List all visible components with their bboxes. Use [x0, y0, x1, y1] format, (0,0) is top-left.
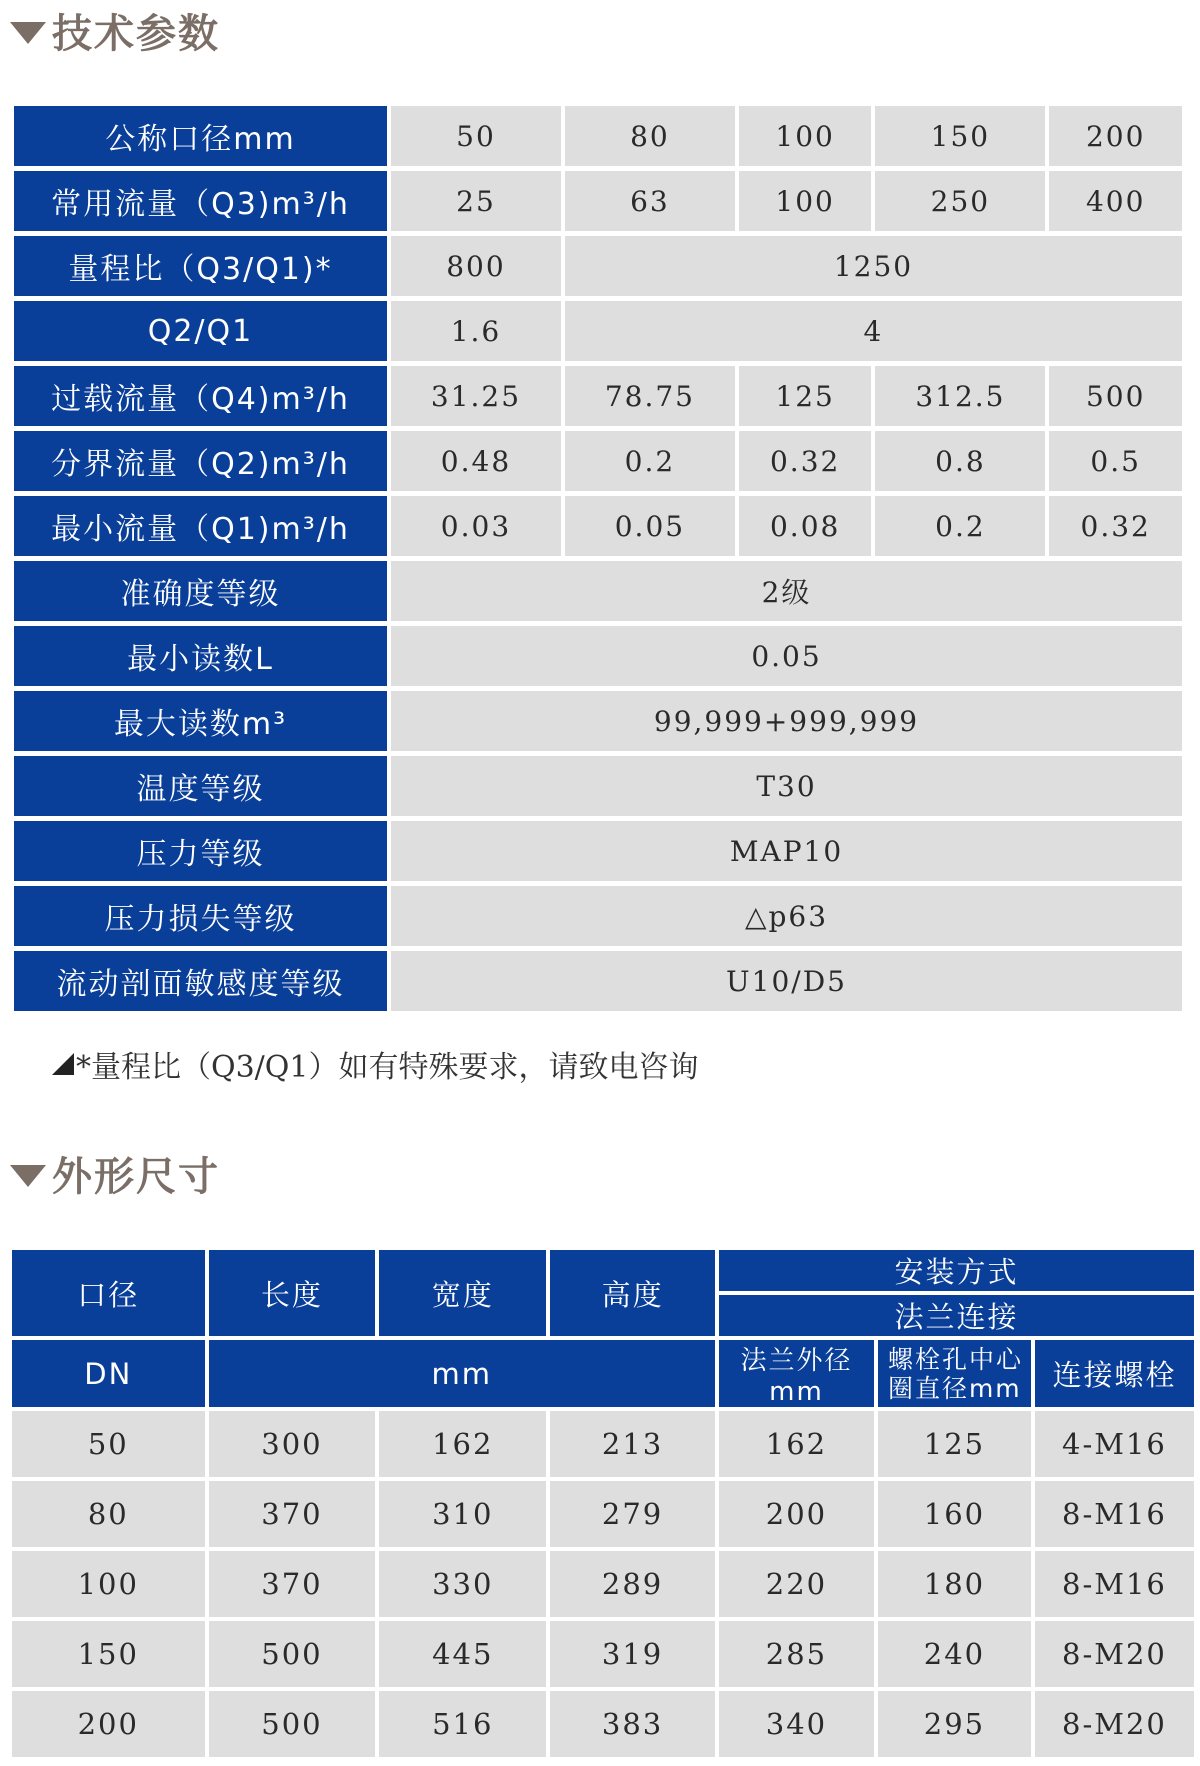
cell: 78.75: [565, 366, 735, 426]
table-row: [14, 171, 1182, 231]
header-flange: 法兰连接: [719, 1295, 1194, 1336]
table-row: [12, 1691, 1194, 1757]
table-row: [14, 431, 1182, 491]
cell: 125: [739, 366, 872, 426]
cell: 0.2: [565, 431, 735, 491]
cell: 400: [1049, 171, 1182, 231]
cell: 100: [12, 1551, 205, 1617]
cell: 160: [878, 1481, 1031, 1547]
cell: 0.2: [875, 496, 1045, 556]
table-row: [14, 366, 1182, 426]
cell: 4-M16: [1035, 1411, 1194, 1477]
header-install: 安装方式: [719, 1250, 1194, 1291]
row-label: 量程比（Q3/Q1)*: [14, 236, 387, 296]
triangle-marker-icon: [10, 22, 46, 44]
tech-title-text: 技术参数: [52, 11, 220, 57]
cell: 370: [209, 1551, 376, 1617]
row-label: 最小流量（Q1)m³/h: [14, 496, 387, 556]
row-label: 压力损失等级: [14, 886, 387, 946]
cell: 295: [878, 1691, 1031, 1757]
row-label: 准确度等级: [14, 561, 387, 621]
cell: △p63: [391, 886, 1182, 946]
row-label: Q2/Q1: [14, 301, 387, 361]
cell: 162: [379, 1411, 546, 1477]
cell: 330: [379, 1551, 546, 1617]
table-row: [14, 561, 1182, 621]
header-caliber: 口径: [12, 1250, 205, 1336]
table-row: [12, 1621, 1194, 1687]
cell: 8-M16: [1035, 1481, 1194, 1547]
header-dn: DN: [12, 1340, 205, 1407]
dimension-title-text: 外形尺寸: [52, 1154, 220, 1200]
cell: 100: [739, 106, 872, 166]
cell: 150: [12, 1621, 205, 1687]
cell: 80: [12, 1481, 205, 1547]
cell: 99,999+999,999: [391, 691, 1182, 751]
cell: 180: [878, 1551, 1031, 1617]
table-row: [14, 301, 1182, 361]
cell: 0.03: [391, 496, 561, 556]
row-label: 最小读数L: [14, 626, 387, 686]
row-label: 最大读数m³: [14, 691, 387, 751]
cell: 500: [209, 1691, 376, 1757]
cell: 31.25: [391, 366, 561, 426]
cell: 1250: [565, 236, 1182, 296]
row-label: 流动剖面敏感度等级: [14, 951, 387, 1011]
table-row: [14, 106, 1182, 166]
cell: 0.05: [391, 626, 1182, 686]
cell: 0.48: [391, 431, 561, 491]
cell: 1.6: [391, 301, 561, 361]
cell: 319: [550, 1621, 715, 1687]
table-row: [12, 1481, 1194, 1547]
cell: U10/D5: [391, 951, 1182, 1011]
cell: 500: [209, 1621, 376, 1687]
cell: 0.32: [1049, 496, 1182, 556]
row-label: 过载流量（Q4)m³/h: [14, 366, 387, 426]
footnote: [52, 1042, 698, 1086]
cell: 162: [719, 1411, 874, 1477]
table-row: [14, 886, 1182, 946]
table-row: [12, 1551, 1194, 1617]
cell: 516: [379, 1691, 546, 1757]
row-label: 压力等级: [14, 821, 387, 881]
cell: 2级: [391, 561, 1182, 621]
header-bolt-circle: 螺栓孔中心圈直径mm: [878, 1340, 1031, 1407]
cell: 213: [550, 1411, 715, 1477]
footnote-text: *量程比（Q3/Q1）如有特殊要求，请致电咨询: [76, 1050, 699, 1085]
cell: 250: [875, 171, 1045, 231]
cell: 200: [12, 1691, 205, 1757]
cell: 445: [379, 1621, 546, 1687]
table-row: [14, 821, 1182, 881]
header-row: [12, 1250, 1194, 1291]
table-row: [12, 1411, 1194, 1477]
cell: 340: [719, 1691, 874, 1757]
cell: 80: [565, 106, 735, 166]
header-height: 高度: [550, 1250, 715, 1336]
header-width: 宽度: [379, 1250, 546, 1336]
cell: 0.08: [739, 496, 872, 556]
cell: 200: [1049, 106, 1182, 166]
cell: MAP10: [391, 821, 1182, 881]
cell: 300: [209, 1411, 376, 1477]
corner-triangle-icon: [52, 1053, 74, 1075]
cell: 383: [550, 1691, 715, 1757]
cell: 4: [565, 301, 1182, 361]
cell: 200: [719, 1481, 874, 1547]
row-label: 温度等级: [14, 756, 387, 816]
table-row: [14, 756, 1182, 816]
cell: 125: [878, 1411, 1031, 1477]
cell: 220: [719, 1551, 874, 1617]
cell: 50: [12, 1411, 205, 1477]
cell: 25: [391, 171, 561, 231]
header-length: 长度: [209, 1250, 376, 1336]
cell: 240: [878, 1621, 1031, 1687]
cell: 0.32: [739, 431, 872, 491]
table-row: [14, 951, 1182, 1011]
cell: 8-M20: [1035, 1691, 1194, 1757]
cell: 0.8: [875, 431, 1045, 491]
cell: 0.5: [1049, 431, 1182, 491]
cell: 279: [550, 1481, 715, 1547]
dimension-table: [8, 1246, 1198, 1761]
cell: 0.05: [565, 496, 735, 556]
cell: 100: [739, 171, 872, 231]
cell: T30: [391, 756, 1182, 816]
header-row: [12, 1340, 1194, 1407]
row-label: 分界流量（Q2)m³/h: [14, 431, 387, 491]
cell: 150: [875, 106, 1045, 166]
cell: 63: [565, 171, 735, 231]
cell: 800: [391, 236, 561, 296]
header-mm: mm: [209, 1340, 715, 1407]
cell: 312.5: [875, 366, 1045, 426]
cell: 500: [1049, 366, 1182, 426]
cell: 285: [719, 1621, 874, 1687]
tech-section-title: [10, 2, 220, 59]
table-row: [14, 236, 1182, 296]
header-bolts: 连接螺栓: [1035, 1340, 1194, 1407]
row-label: 常用流量（Q3)m³/h: [14, 171, 387, 231]
table-row: [14, 626, 1182, 686]
row-label: 公称口径mm: [14, 106, 387, 166]
table-row: [14, 496, 1182, 556]
tech-spec-table: [10, 101, 1186, 1016]
header-flange-od: 法兰外径mm: [719, 1340, 874, 1407]
cell: 8-M16: [1035, 1551, 1194, 1617]
cell: 370: [209, 1481, 376, 1547]
dimension-section-title: [10, 1145, 220, 1202]
cell: 289: [550, 1551, 715, 1617]
cell: 50: [391, 106, 561, 166]
triangle-marker-icon: [10, 1165, 46, 1187]
cell: 310: [379, 1481, 546, 1547]
cell: 8-M20: [1035, 1621, 1194, 1687]
table-row: [14, 691, 1182, 751]
